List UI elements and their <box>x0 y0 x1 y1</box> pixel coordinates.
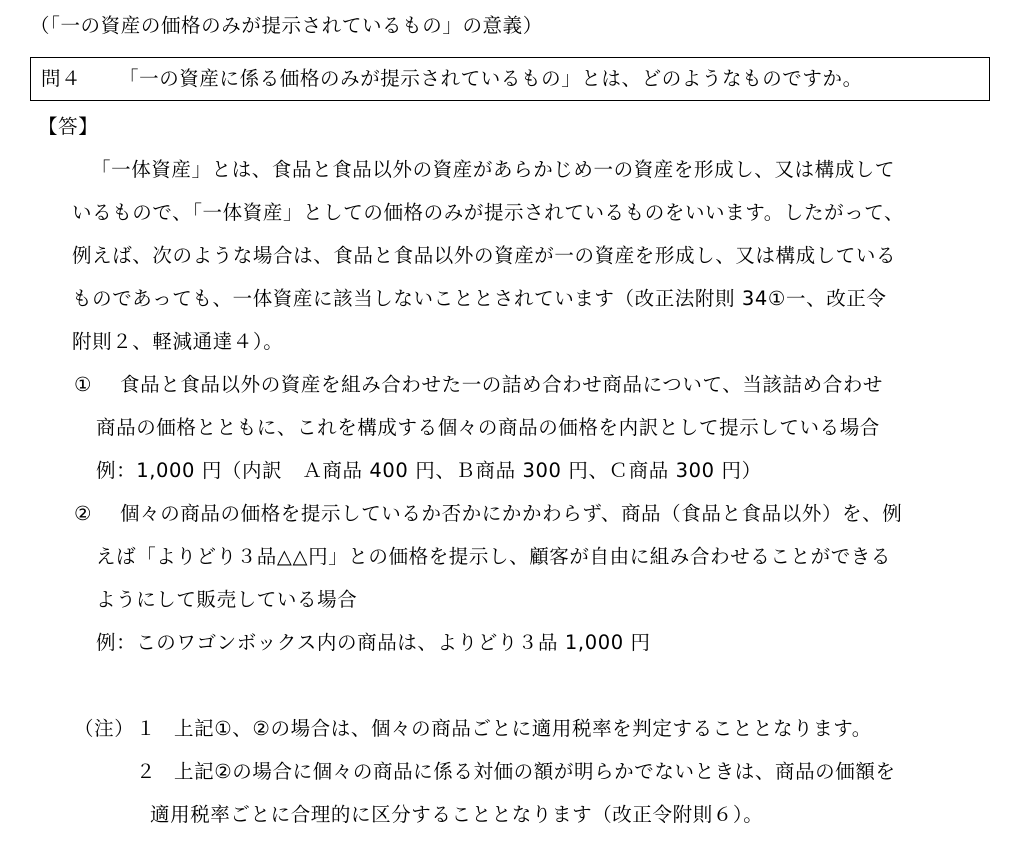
item-marker-1: ① <box>74 373 93 396</box>
item-2-text: 個々の商品の価格を提示しているか否かにかかわらず、商品（食品と食品以外）を、例 <box>120 502 903 525</box>
answer-label: 【答】 <box>38 115 99 138</box>
list-item-2-line: えば「よりどり３品△△円」との価格を提示し、顧客が自由に組み合わせることができる <box>96 545 891 568</box>
note-1-text: 上記①、②の場合は、個々の商品ごとに適用税率を判定することとなります。 <box>174 717 872 740</box>
note-number-2: ２ <box>136 760 157 783</box>
list-item-1-example: 例：1,000 円（内訳 Ａ商品 400 円、Ｂ商品 300 円、Ｃ商品 300 円） <box>96 459 762 482</box>
item-1-text: 食品と食品以外の資産を組み合わせた一の詰め合わせ商品について、当該詰め合わせ <box>120 373 884 396</box>
section-heading: （「一の資産の価格のみが提示されているもの」の意義） <box>30 14 543 37</box>
list-item-2-line <box>74 501 902 527</box>
paragraph-line: 附則２、軽減通達４）。 <box>72 330 284 353</box>
note-2-continuation: 適用税率ごとに合理的に区分することとなります（改正令附則６）。 <box>150 803 764 826</box>
list-item-2-example: 例：このワゴンボックス内の商品は、よりどり３品 1,000 円 <box>96 631 651 654</box>
paragraph-line: 「一体資産」とは、食品と食品以外の資産があらかじめ一の資産を形成し、又は構成して <box>91 158 896 181</box>
notes-label: （注） <box>74 717 135 740</box>
note-1-line <box>74 716 872 742</box>
question-line <box>41 66 863 92</box>
list-item-1-line <box>74 372 883 398</box>
note-number-1: １ <box>136 717 157 740</box>
list-item-1-line: 商品の価格とともに、これを構成する個々の商品の価格を内訳として提示している場合 <box>96 416 880 439</box>
paragraph-line: いるもので、「一体資産」としての価格のみが提示されているものをいいます。したがって、 <box>72 201 905 224</box>
note-2-text: 上記②の場合に個々の商品に係る対価の額が明らかでないときは、商品の価額を <box>174 760 896 783</box>
paragraph-line: 例えば、次のような場合は、食品と食品以外の資産が一の資産を形成し、又は構成している <box>72 244 897 267</box>
paragraph-line: ものであっても、一体資産に該当しないこととされています（改正法附則 34①一、改正令 <box>72 287 887 310</box>
item-marker-2: ② <box>74 502 93 525</box>
question-label: 問４ <box>41 67 82 90</box>
question-box <box>30 57 990 101</box>
question-text: 「一の資産に係る価格のみが提示されているもの」とは、どのようなものですか。 <box>119 67 863 90</box>
list-item-2-line: ようにして販売している場合 <box>96 588 358 611</box>
note-2-line <box>136 759 896 785</box>
